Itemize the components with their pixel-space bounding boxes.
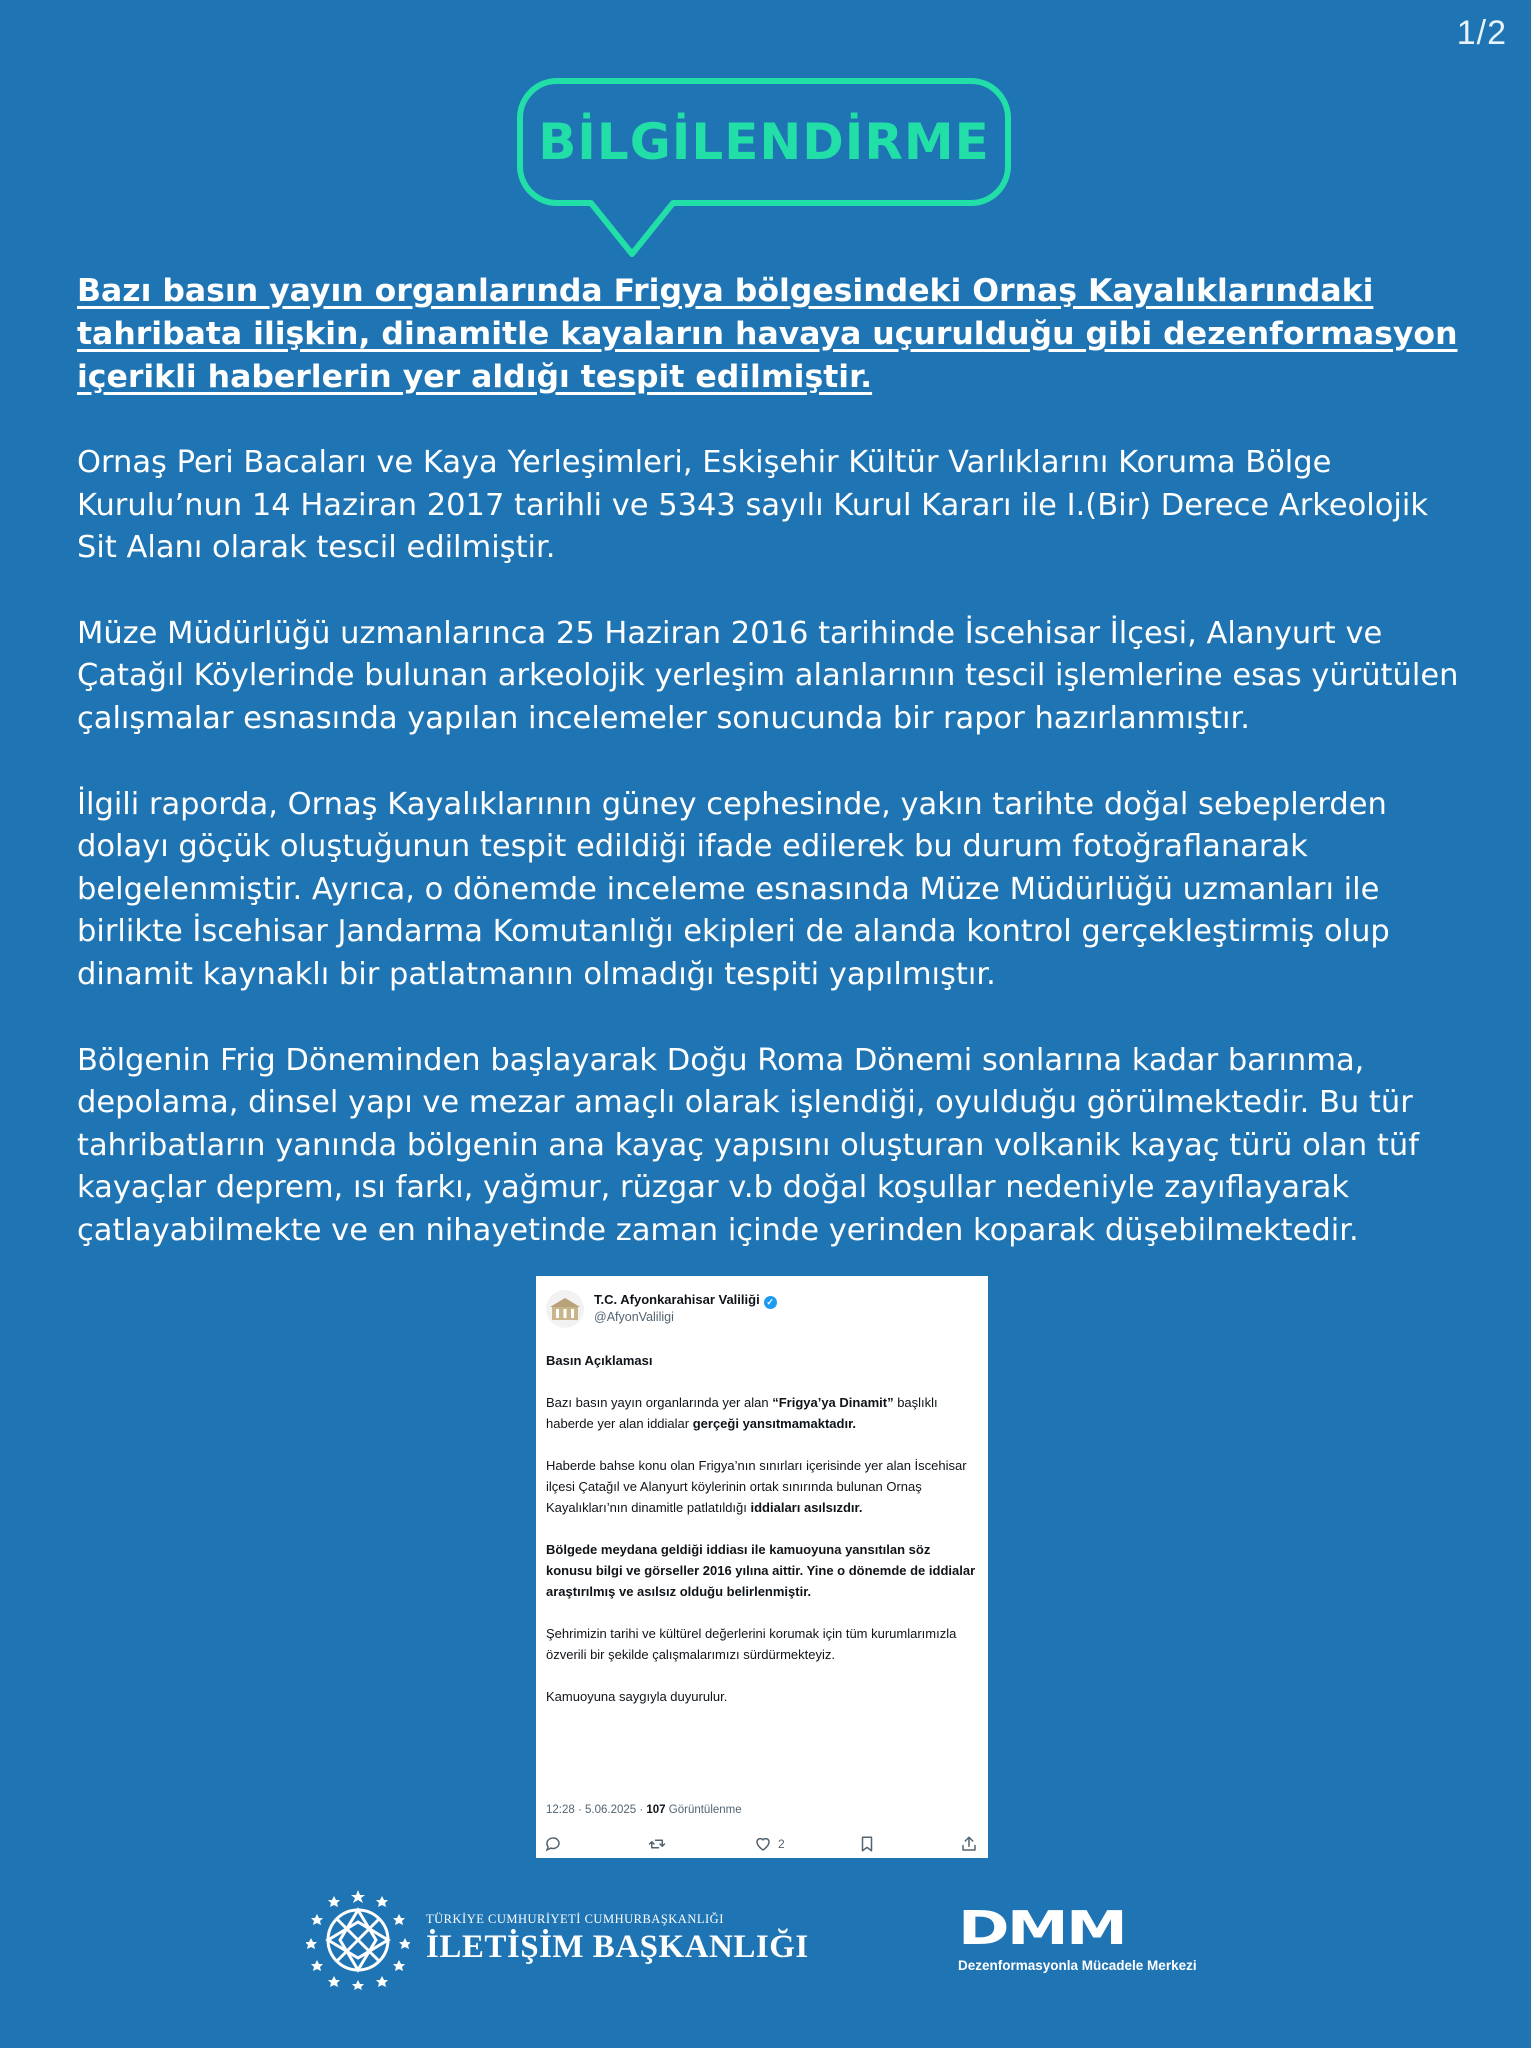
- page-counter: 1/2: [1456, 14, 1507, 52]
- iletisim-emblem: [306, 1886, 410, 1990]
- dmm-subtitle: Dezenformasyonla Mücadele Merkezi: [958, 1958, 1197, 1973]
- iletisim-title: İLETİŞİM BAŞKANLIĞI: [426, 1929, 809, 1965]
- reply-icon: [544, 1835, 562, 1853]
- dmm-wordmark: DMM: [958, 1901, 1126, 1955]
- tweet-paragraph-5: Kamuoyuna saygıyla duyurulur.: [546, 1689, 728, 1704]
- tweet-views-count: 107: [646, 1804, 666, 1816]
- tweet-paragraph-3: Bölgede meydana geldiği iddiası ile kamuoyuna yansıtılan söz konusu bilgi ve görseller 2016 yılına aittir. Yine o dönemde de iddialar araştırılmış ve asılsız olduğu belirlenmiştir.: [546, 1542, 976, 1599]
- lead-paragraph: Bazı basın yayın organlarında Frigya bölgesindeki Ornaş Kayalıklarındaki tahribata ilişkin, dinamitle kayaların havaya uçurulduğu gibi dezenformasyon içerikli haberlerin yer aldığı tespit edilmiştir.: [77, 273, 1458, 395]
- dmm-logo: [958, 1901, 1197, 1973]
- like-icon: [754, 1835, 772, 1853]
- iletisim-baskanligi-logo: [426, 1912, 809, 1966]
- verified-icon: ✓: [764, 1296, 777, 1309]
- article-body: [77, 270, 1477, 1296]
- tweet-timestamp[interactable]: 12:28 · 5.06.2025 ·: [546, 1804, 647, 1816]
- avatar[interactable]: [546, 1290, 584, 1328]
- tweet-actions: [544, 1834, 980, 1854]
- tweet-paragraph-2: Haberde bahse konu olan Frigya’nın sınırları içerisinde yer alan İscehisar ilçesi Çatağıl ve Alanyurt köylerinin ortak sınırında bulunan Ornaş Kayalıkları’nın dinamitle patlatıldığı iddiaları asılsızdır.: [546, 1458, 967, 1515]
- page-title: BİLGİLENDİRME: [538, 113, 990, 171]
- tweet-handle[interactable]: @AfyonValiligi: [594, 1310, 674, 1324]
- paragraph-2: Müze Müdürlüğü uzmanlarınca 25 Haziran 2016 tarihinde İscehisar İlçesi, Alanyurt ve Çatağıl Köylerinde bulunan arkeolojik yerleşim alanlarının tescil işlemlerine esas yürütülen çalışmalar esnasında yapılan incelemeler sonucunda bir rapor hazırlanmıştır.: [77, 615, 1459, 736]
- header-speech-bubble: [517, 78, 1011, 206]
- tweet-paragraph-1: Bazı basın yayın organlarında yer alan “Frigya’ya Dinamit” başlıklı haberde yer alan iddialar gerçeği yansıtmamaktadır.: [546, 1395, 938, 1431]
- paragraph-4: Bölgenin Frig Döneminden başlayarak Doğu Roma Dönemi sonlarına kadar barınma, depolama, dinsel yapı ve mezar amaçlı olarak işlendiği, oyulduğu görülmektedir. Bu tür tahribatların yanında bölgenin ana kayaç yapısını oluşturan volkanik kayaç türü olan tüf kayaçlar deprem, ısı farkı, yağmur, rüzgar v.b doğal koşullar nedeniyle zayıflayarak çatlayabilmekte ve en nihayetinde zaman içinde yerinden koparak düşebilmektedir.: [77, 1042, 1419, 1248]
- building-icon: [548, 1294, 582, 1324]
- tweet-author-name[interactable]: T.C. Afyonkarahisar Valiliği ✓: [594, 1292, 777, 1309]
- embedded-tweet: [536, 1276, 988, 1858]
- retweet-icon: [648, 1835, 666, 1853]
- tweet-paragraph-4: Şehrimizin tarihi ve kültürel değerlerini korumak için tüm kurumlarımızla özverili bir şekilde çalışmalarımızı sürdürmekteyiz.: [546, 1626, 957, 1662]
- reply-button[interactable]: [544, 1834, 562, 1854]
- like-count: 2: [778, 1837, 785, 1851]
- like-button[interactable]: [754, 1834, 785, 1854]
- retweet-button[interactable]: [648, 1834, 666, 1854]
- paragraph-1: Ornaş Peri Bacaları ve Kaya Yerleşimleri, Eskişehir Kültür Varlıklarını Koruma Bölge Kurulu’nun 14 Haziran 2017 tarihli ve 5343 sayılı Kurul Kararı ile I.(Bir) Derece Arkeolojik Sit Alanı olarak tescil edilmiştir.: [77, 445, 1428, 566]
- bookmark-icon: [858, 1835, 876, 1853]
- bookmark-button[interactable]: [858, 1834, 876, 1854]
- tweet-title: Basın Açıklaması: [546, 1353, 653, 1368]
- tweet-views-label: Görüntülenme: [665, 1804, 742, 1816]
- iletisim-star-emblem-icon: [306, 1886, 410, 1990]
- iletisim-subtitle: TÜRKİYE CUMHURİYETİ CUMHURBAŞKANLIĞI: [426, 1912, 724, 1926]
- share-button[interactable]: [960, 1834, 978, 1854]
- tweet-meta: [546, 1804, 742, 1816]
- paragraph-3: İlgili raporda, Ornaş Kayalıklarının güney cephesinde, yakın tarihte doğal sebeplerden dolayı göçük oluştuğunun tespit edildiği ifade edilerek bu durum fotoğraflanarak belgelenmiştir. Ayrıca, o dönemde inceleme esnasında Müze Müdürlüğü uzmanları ile birlikte İscehisar Jandarma Komutanlığı ekipleri de alanda kontrol gerçekleştirmiş olup dinamit kaynaklı bir patlatmanın olmadığı tespiti yapılmıştır.: [77, 786, 1390, 992]
- share-icon: [960, 1835, 978, 1853]
- tweet-body: [546, 1350, 976, 1728]
